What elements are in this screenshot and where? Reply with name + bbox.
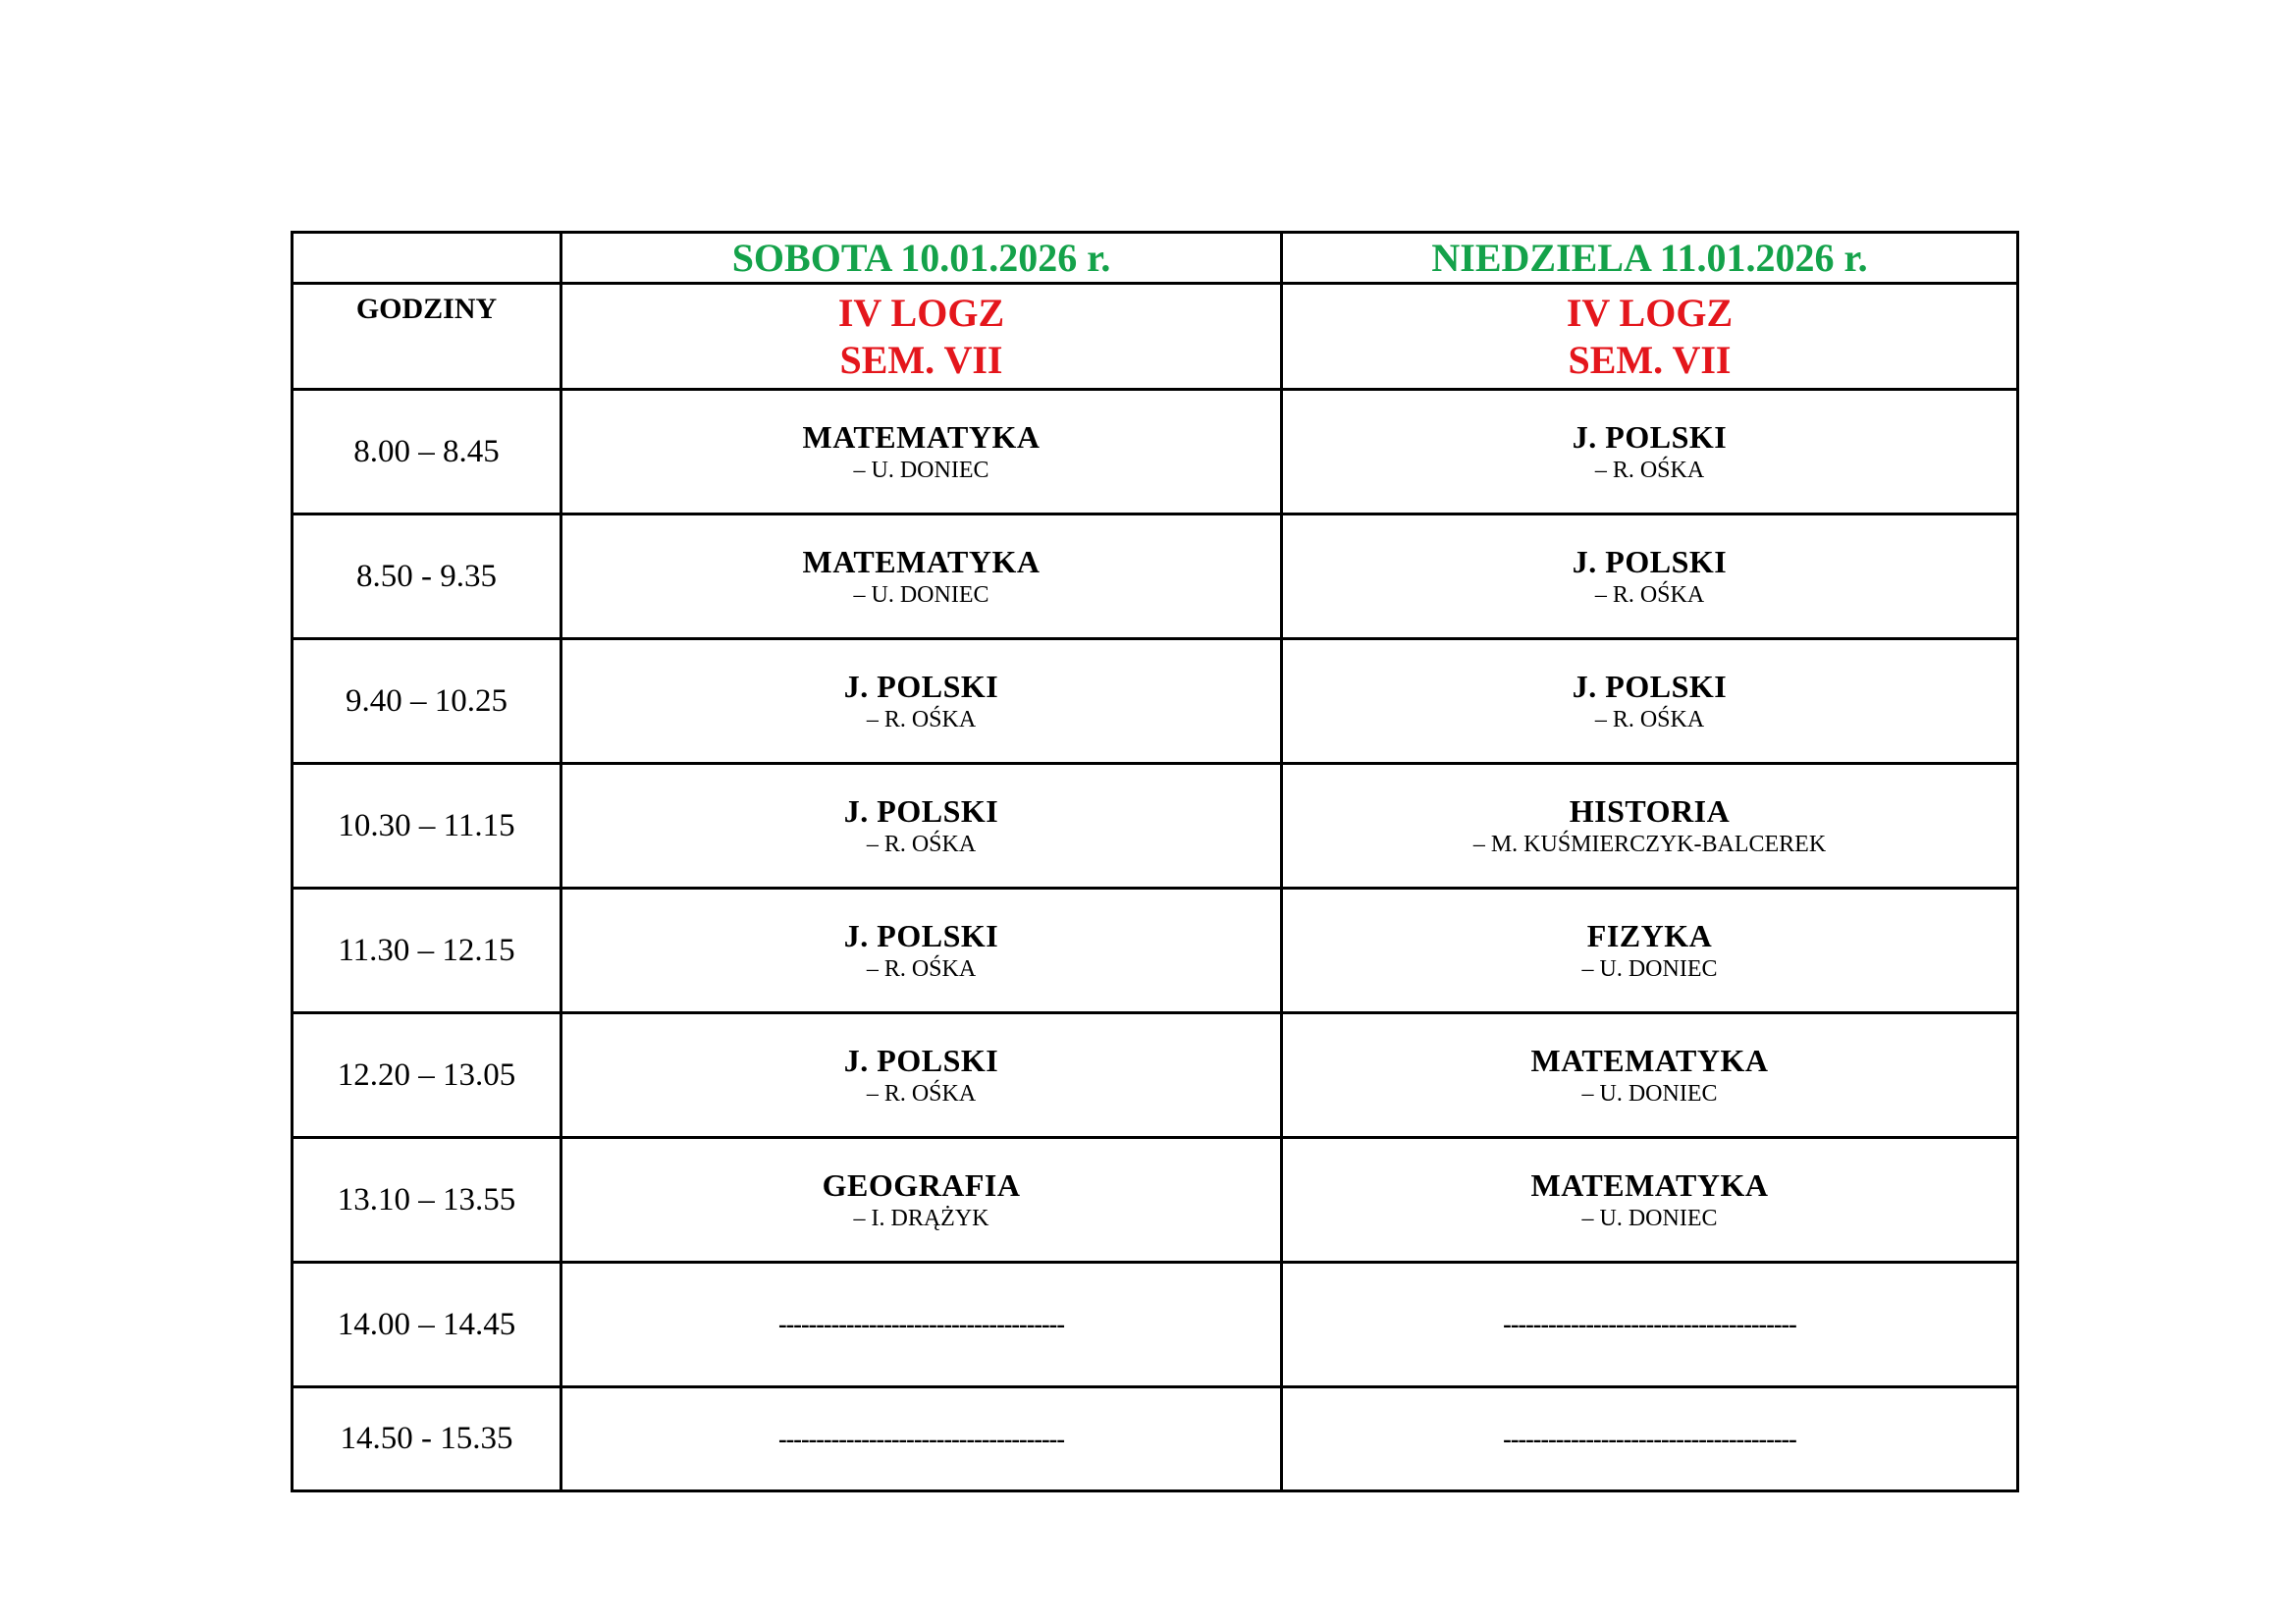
sunday-date-heading: NIEDZIELA 11.01.2026 r. [1431,235,1868,280]
subject-name: J. POLSKI [843,1043,999,1078]
lesson-row [293,889,2018,1013]
teacher-name: – R. OŚKA [866,1081,977,1107]
time-slot: 14.00 – 14.45 [293,1263,561,1387]
schedule-table [291,231,2019,1492]
time-slot: 14.50 - 15.35 [293,1387,561,1491]
saturday-class-cell [561,284,1282,390]
teacher-name: – R. OŚKA [1594,458,1705,483]
header-class-row [293,284,2018,390]
sunday-date-cell [1282,233,2018,284]
no-lesson-placeholder: --------------------------------------- [1503,1310,1796,1338]
sunday-class-cell [1282,284,2018,390]
lesson-row-empty [293,1263,2018,1387]
sunday-lesson [1282,764,2018,889]
teacher-name: – U. DONIEC [853,458,989,483]
time-slot: 13.10 – 13.55 [293,1138,561,1263]
header-dates-row [293,233,2018,284]
teacher-name: – U. DONIEC [1581,1081,1718,1107]
saturday-semester: SEM. VII [839,337,1003,382]
saturday-lesson [561,390,1282,514]
saturday-lesson [561,1138,1282,1263]
sunday-lesson [1282,889,2018,1013]
lesson-row [293,1013,2018,1138]
subject-name: MATEMATYKA [1530,1167,1769,1203]
no-lesson-placeholder: -------------------------------------- [777,1424,1064,1453]
no-lesson-placeholder: --------------------------------------- [1503,1424,1796,1453]
sunday-class-name: IV LOGZ [1566,290,1734,335]
sunday-semester: SEM. VII [1568,337,1732,382]
no-lesson-placeholder: -------------------------------------- [777,1310,1064,1338]
lesson-row [293,639,2018,764]
time-slot: 10.30 – 11.15 [293,764,561,889]
subject-name: J. POLSKI [843,669,999,704]
subject-name: J. POLSKI [843,918,999,953]
hours-column-header: GODZINY [293,284,561,390]
saturday-date-heading: SOBOTA 10.01.2026 r. [731,235,1111,280]
lesson-row [293,514,2018,639]
sunday-lesson [1282,1138,2018,1263]
teacher-name: – R. OŚKA [866,707,977,732]
teacher-name: – U. DONIEC [1581,1206,1718,1231]
teacher-name: – M. KUŚMIERCZYK-BALCEREK [1472,832,1827,857]
subject-name: J. POLSKI [1572,544,1728,579]
subject-name: J. POLSKI [843,793,999,829]
subject-name: HISTORIA [1569,793,1731,829]
sunday-lesson-empty [1282,1387,2018,1491]
subject-name: GEOGRAFIA [822,1167,1021,1203]
saturday-lesson-empty [561,1263,1282,1387]
saturday-lesson-empty [561,1387,1282,1491]
subject-name: MATEMATYKA [802,419,1041,455]
time-slot: 12.20 – 13.05 [293,1013,561,1138]
saturday-lesson [561,1013,1282,1138]
subject-name: MATEMATYKA [1530,1043,1769,1078]
subject-name: J. POLSKI [1572,419,1728,455]
lesson-row [293,764,2018,889]
time-slot: 8.00 – 8.45 [293,390,561,514]
sunday-lesson-empty [1282,1263,2018,1387]
teacher-name: – R. OŚKA [1594,707,1705,732]
saturday-date-cell [561,233,1282,284]
saturday-lesson [561,514,1282,639]
time-slot: 8.50 - 9.35 [293,514,561,639]
sunday-lesson [1282,639,2018,764]
header-corner-cell [293,233,561,284]
teacher-name: – R. OŚKA [866,832,977,857]
time-slot: 11.30 – 12.15 [293,889,561,1013]
saturday-lesson [561,889,1282,1013]
teacher-name: – I. DRĄŻYK [853,1206,989,1231]
saturday-lesson [561,764,1282,889]
teacher-name: – U. DONIEC [853,582,989,608]
sunday-lesson [1282,390,2018,514]
subject-name: J. POLSKI [1572,669,1728,704]
teacher-name: – U. DONIEC [1581,956,1718,982]
lesson-row-empty [293,1387,2018,1491]
saturday-class-name: IV LOGZ [837,290,1005,335]
lesson-row [293,390,2018,514]
lesson-row [293,1138,2018,1263]
teacher-name: – R. OŚKA [866,956,977,982]
time-slot: 9.40 – 10.25 [293,639,561,764]
saturday-lesson [561,639,1282,764]
sunday-lesson [1282,1013,2018,1138]
teacher-name: – R. OŚKA [1594,582,1705,608]
subject-name: MATEMATYKA [802,544,1041,579]
sunday-lesson [1282,514,2018,639]
subject-name: FIZYKA [1586,918,1713,953]
